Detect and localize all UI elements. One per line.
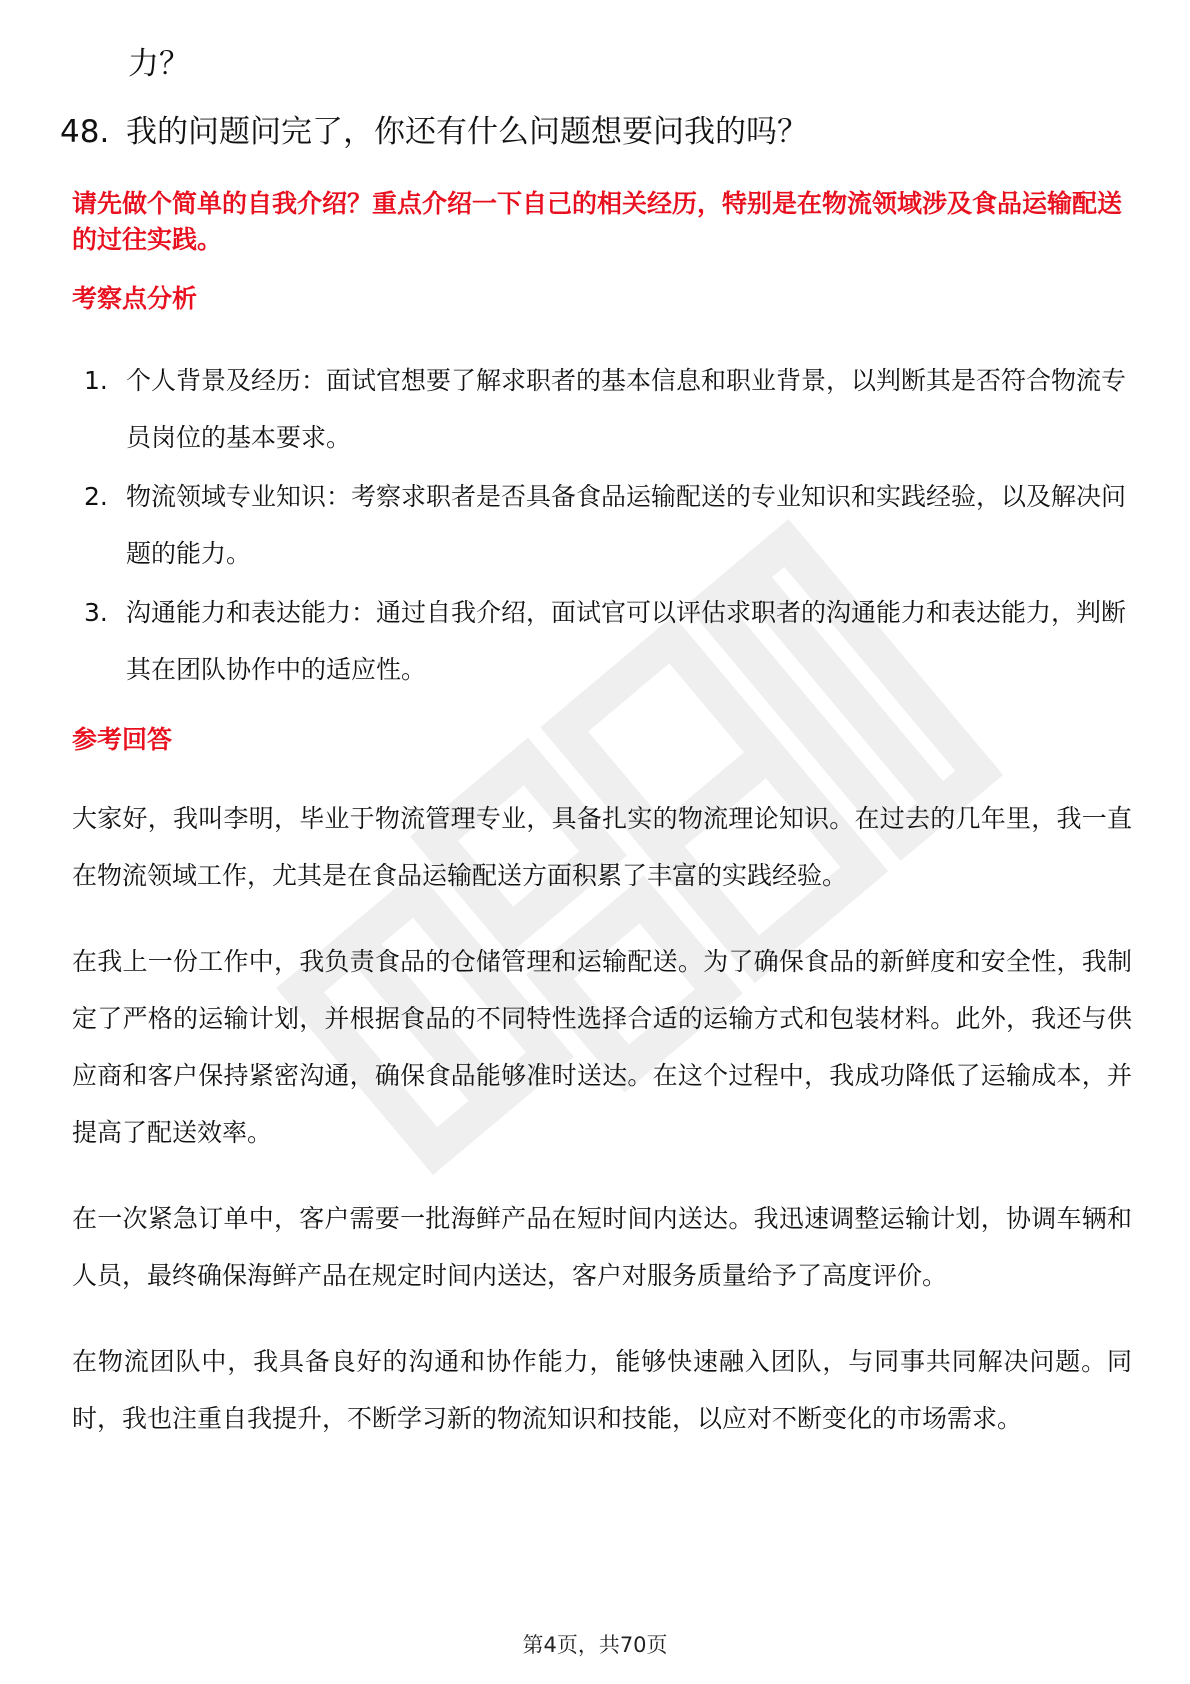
- point-number: 3.: [84, 598, 108, 627]
- question-text: 我的问题问完了，你还有什么问题想要问我的吗？: [126, 114, 808, 150]
- answer-paragraph: 大家好，我叫李明，毕业于物流管理专业，具备扎实的物流理论知识。在过去的几年里，我一直在物流领域工作，尤其是在食品运输配送方面积累了丰富的实践经验。: [72, 804, 1132, 890]
- analysis-point: [84, 584, 1140, 698]
- point-number: 2.: [84, 482, 108, 511]
- point-text: 沟通能力和表达能力：通过自我介绍，面试官可以评估求职者的沟通能力和表达能力，判断其在团队协作中的适应性。: [126, 598, 1127, 684]
- answer-heading: 参考回答: [72, 725, 173, 754]
- point-text: 个人背景及经历：面试官想要了解求职者的基本信息和职业背景，以判断其是否符合物流专员岗位的基本要求。: [126, 366, 1127, 452]
- answer-paragraph: 在我上一份工作中，我负责食品的仓储管理和运输配送。为了确保食品的新鲜度和安全性，我制定了严格的运输计划，并根据食品的不同特性选择合适的运输方式和包装材料。此外，我还与供应商和客户保持紧密沟通，确保食品能够准时送达。在这个过程中，我成功降低了运输成本，并提高了配送效率。: [72, 947, 1132, 1147]
- point-text: 物流领域专业知识：考察求职者是否具备食品运输配送的专业知识和实践经验，以及解决问题的能力。: [126, 482, 1127, 568]
- answer-paragraph: 在一次紧急订单中，客户需要一批海鲜产品在短时间内送达。我迅速调整运输计划，协调车辆和人员，最终确保海鲜产品在规定时间内送达，客户对服务质量给予了高度评价。: [72, 1204, 1132, 1290]
- current-question: 请先做个简单的自我介绍？重点介绍一下自己的相关经历，特别是在物流领域涉及食品运输配送的过往实践。: [72, 189, 1123, 254]
- page-footer: 第4页，共70页: [522, 1633, 668, 1657]
- question-number: 48.: [60, 114, 110, 150]
- analysis-points: [84, 352, 1140, 700]
- analysis-point: [84, 468, 1140, 582]
- analysis-heading: 考察点分析: [72, 284, 198, 313]
- point-number: 1.: [84, 366, 108, 395]
- previous-question-tail: 力？: [128, 46, 190, 82]
- answer-paragraph: 在物流团队中，我具备良好的沟通和协作能力，能够快速融入团队，与同事共同解决问题。同时，我也注重自我提升，不断学习新的物流知识和技能，以应对不断变化的市场需求。: [72, 1347, 1132, 1433]
- analysis-point: [84, 352, 1140, 466]
- question-48: [60, 112, 1140, 152]
- reference-answer: [72, 790, 1132, 1476]
